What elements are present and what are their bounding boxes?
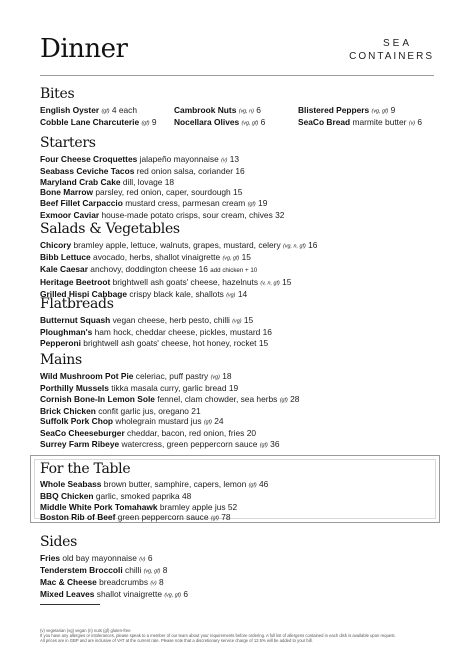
menu-item: Grilled Hispi Cabbage crispy black kale, shallots (vg) 14 (40, 288, 248, 299)
menu-item: Chicory bramley apple, lettuce, walnuts, grapes, mustard, celery (vg, n, gf) 16 (40, 240, 318, 250)
section-flatbreads (40, 296, 440, 348)
section-heading: Starters (40, 135, 96, 151)
menu-item: Cobble Lane Charcuterie (gf) 9 (40, 117, 157, 128)
section-heading: For the Table (40, 461, 131, 477)
menu-item: Maryland Crab Cake dill, lovage 18 (40, 176, 175, 187)
menu-item: Brick Chicken confit garlic jus, oregano 21 (40, 405, 201, 416)
menu-item: Exmoor Caviar house-made potato crisps, sour cream, chives 32 (40, 209, 285, 220)
footer-pricing-note: All prices are in GBP and are inclusive of VAT at the current rate. Please note that a discretionary service charge of 12.5% will be added to your bill. (40, 637, 313, 643)
section-bites (40, 86, 440, 129)
menu-item: Cambrook Nuts (vg, n) 6 (174, 105, 261, 115)
menu-item: Wild Mushroom Pot Pie celeriac, puff pastry (vg) 18 (40, 371, 232, 381)
section-heading: Flatbreads (40, 296, 114, 312)
page-title: Dinner (40, 34, 128, 64)
menu-item: Boston Rib of Beef green peppercorn sauce (gf) 78 (40, 512, 231, 523)
menu-item: Beef Fillet Carpaccio mustard cress, parmesan cream (gf) 19 (40, 197, 268, 208)
menu-item: BBQ Chicken garlic, smoked paprika 48 (40, 491, 192, 502)
footer-notes (40, 629, 440, 644)
section-for-the-table (40, 461, 440, 524)
footer-divider (40, 604, 100, 605)
section-mains (40, 352, 440, 451)
bites-grid (40, 105, 440, 129)
menu-item: Mixed Leaves shallot vinaigrette (vg, gf) 6 (40, 589, 189, 600)
sea-containers-logo: SEA CONTAINERS (349, 38, 434, 62)
menu-item: Ploughman's ham hock, cheddar cheese, pickles, mustard 16 (40, 327, 272, 338)
header-divider (40, 75, 434, 76)
menu-item: Mac & Cheese breadcrumbs (v) 8 (40, 577, 164, 588)
menu-item: Porthilly Mussels tikka masala curry, garlic bread 19 (40, 383, 239, 394)
menu-item: Surrey Farm Ribeye watercress, green peppercorn sauce (gf) 36 (40, 439, 280, 450)
menu-item: SeaCo Cheeseburger cheddar, bacon, red onion, fries 20 (40, 428, 257, 439)
menu-item: Heritage Beetroot brightwell ash goats' cheese, hazelnuts (v, n, gf) 15 (40, 276, 292, 287)
menu-item: Suffolk Pork Chop wholegrain mustard jus (gf) 24 (40, 416, 224, 427)
footer-dietary-key: (v) vegetarian (vg) vegan (n) nuts (gf) gluten-free (40, 628, 131, 633)
menu-item: Seabass Ceviche Tacos red onion salsa, coriander 16 (40, 166, 245, 177)
section-starters (40, 135, 440, 221)
menu-item: Nocellara Olives (vg, gf) 6 (174, 117, 266, 128)
menu-item: SeaCo Bread marmite butter (v) 6 (298, 117, 423, 128)
menu-item: Cornish Bone-In Lemon Sole fennel, clam chowder, sea herbs (gf) 28 (40, 393, 300, 404)
for-the-table-box (30, 455, 440, 523)
menu-item: English Oyster (gf) 4 each (40, 105, 138, 115)
bites-col-1 (40, 105, 157, 129)
section-heading: Salads & Vegetables (40, 221, 180, 237)
menu-item: Butternut Squash vegan cheese, herb pesto, chilli (vg) 15 (40, 315, 254, 325)
menu-item: Pepperoni brightwell ash goats' cheese, hot honey, rocket 15 (40, 337, 269, 348)
footer-allergen-note: If you have any allergies or intolerances, please speak to a member of our team about your requirements before ordering. A full list of allergens contained in each dish is available upon request. (40, 632, 396, 638)
menu-item: Whole Seabass brown butter, samphire, capers, lemon (gf) 46 (40, 479, 269, 489)
section-heading: Mains (40, 352, 82, 368)
menu-item: Fries old bay mayonnaise (v) 6 (40, 553, 153, 563)
bites-col-3 (298, 105, 422, 129)
menu-item: Tenderstem Broccoli chilli (vg, gf) 8 (40, 565, 168, 576)
bites-col-2 (174, 105, 265, 129)
menu-item: Blistered Peppers (vg, gf) 9 (298, 105, 396, 115)
menu-item: Bibb Lettuce avocado, herbs, shallot vinaigrette (vg, gf) 15 (40, 252, 251, 263)
section-sides (40, 534, 440, 601)
menu-item: Four Cheese Croquettes jalapeño mayonnaise (v) 13 (40, 154, 240, 164)
menu-item: Middle White Pork Tomahawk bramley apple jus 52 (40, 501, 238, 512)
section-heading: Bites (40, 86, 75, 102)
section-salads (40, 221, 440, 301)
menu-item: Bone Marrow parsley, red onion, caper, sourdough 15 (40, 187, 243, 198)
section-heading: Sides (40, 534, 78, 550)
menu-item: Kale Caesar anchovy, doddington cheese 16 add chicken + 10 (40, 264, 258, 275)
